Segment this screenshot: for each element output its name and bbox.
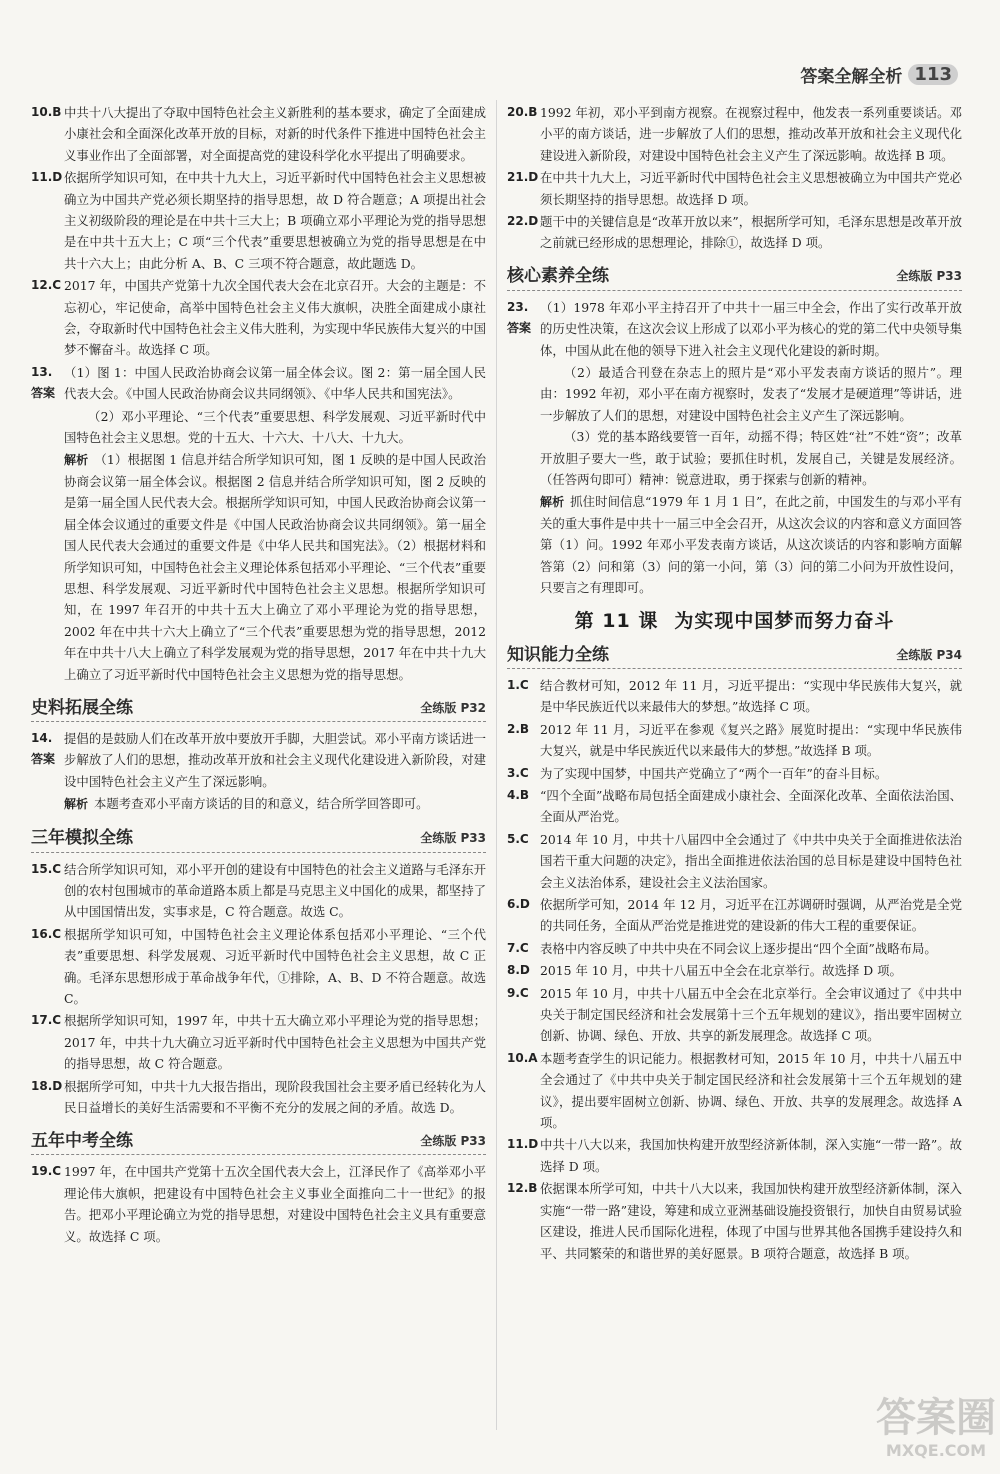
item-text: 根据所学知识可知，1997 年，中共十五大确立邓小平理论为党的指导思想；2017 年，中共十九大确立习近平新时代中国特色社会主义思想为中国共产党的指导思想，故 C 符合题意。 <box>64 1013 486 1072</box>
section-header-wunian <box>31 1124 486 1155</box>
answer-item <box>507 1178 962 1264</box>
item-number: 9.C <box>507 985 529 1000</box>
watermark-text: 答案圈 <box>876 1395 996 1441</box>
item-number: 7.C <box>507 940 529 955</box>
analysis-label: 解析 <box>64 797 89 812</box>
section-name: 知识能力全练 <box>507 644 609 665</box>
item-text: 2012 年 11 月，习近平在参观《复兴之路》展览时提出：“实现中华民族伟大复兴，就是中华民族近代以来最伟大的梦想。”故选择 B 项。 <box>540 721 962 759</box>
lesson-title <box>507 611 962 632</box>
watermark-logo <box>872 1395 1000 1467</box>
q23-analysis-text: 抓住时间信息“1979 年 1 月 1 日”，在此之前，中国发生的与邓小平有关的重大事件是中共十一届三中全会召开，从这次会议的内容和意义方面回答第（1）问。1992 年邓小平发表南方谈话，从这次谈话的内容和影响方面解答第（2）问和第（3）问的第一小问，第（3）问的第二小问为开放性设问，只要言之有理即可。 <box>540 493 962 596</box>
item-text: 结合所学知识可知，邓小平开创的建设有中国特色的社会主义道路与毛泽东开创的农村包围城市的革命道路本质上都是马克思主义中国化的成果，都坚持了从中国国情出发，实事求是，C 符合题意。故选 C。 <box>64 861 486 920</box>
item-number: 16.C <box>31 926 62 941</box>
item-number: 10.B <box>31 105 62 119</box>
item-number: 4.B <box>507 787 530 802</box>
q23-part2: （2）最适合刊登在杂志上的照片是“邓小平发表南方谈话的照片”。理由：1992 年初，邓小平在南方视察时，发表了“发展才是硬道理”等讲话，进一步解放了人们的思想，对建设中国特色社会主义产生了深远影响。 <box>540 365 962 423</box>
section-version: 全练版 P33 <box>896 269 962 284</box>
item-number: 11.D <box>507 1137 539 1152</box>
item-number: 8.D <box>507 963 530 978</box>
analysis-label: 解析 <box>540 494 565 509</box>
q14-analysis <box>31 793 486 815</box>
answer-item <box>507 1048 962 1134</box>
answer-item <box>507 829 962 893</box>
answer-item <box>31 859 486 923</box>
item-text: 依据所学可知，2014 年 12 月，习近平在江苏调研时强调，从严治党是全党的共同任务，全面从严治党是推进党的建设新的伟大工程的重要保证。 <box>540 897 962 934</box>
item-text: 中共十八大以来，我国加快构建开放型经济新体制，深入实施“一带一路”。故选择 D 项。 <box>540 1137 962 1174</box>
item-number: 2.B <box>507 721 530 736</box>
item-number: 3.C <box>507 765 529 780</box>
item-text: 2017 年，中国共产党第十九次全国代表大会在北京召开。大会的主题是：不忘初心，牢记使命，高举中国特色社会主义伟大旗帜，决胜全面建成小康社会，夺取新时代中国特色社会主义伟大胜利，为实现中华民族伟大复兴的中国梦不懈奋斗。故选择 C 项。 <box>64 278 486 358</box>
q13-analysis-text: （1）根据图 1 信息并结合所学知识可知，图 1 反映的是中国人民政治协商会议第一届全体会议。根据图 2 信息并结合所学知识可知，图 2 反映的是第一届全国人民代表大会。根据所学知识可知，中国人民政治协商会议第一届全体会议通过的重要文件是《中国人民政治协商会议共同纲领》。第一届全国人民代表大会通过的重要文件是《中华人民共和国宪法》。（2）根据材料和所学知识可知，中国特色社会主义理论体系包括邓小平理论、“三个代表”重要思想、科学发展观、习近平新时代中国特色社会主义思想。根据所学知识可知，在 1997 年召开的中共十五大上确立了邓小平理论为党的指导思想，2002 年在中共十六大上确立了“三个代表”重要思想为党的指导思想，2012 年在中共十八大上确立了科学发展观为党的指导思想，2017 年在中共十九大上确立了习近平新时代中国特色社会主义思想为党的指导思想。 <box>64 451 486 682</box>
answer-item <box>507 763 962 784</box>
q14-analysis-text: 本题考查邓小平南方谈话的目的和意义，结合所学回答即可。 <box>94 796 429 812</box>
answer-item <box>507 675 962 718</box>
section-header-hexin <box>507 260 962 291</box>
section-version: 全练版 P33 <box>420 831 486 846</box>
item-text: “四个全面”战略布局包括全面建成小康社会、全面深化改革、全面依法治国、全面从严治党。 <box>540 787 962 825</box>
item-number: 13.答案 <box>31 364 56 401</box>
left-column <box>31 102 486 1248</box>
section-version: 全练版 P32 <box>420 700 486 715</box>
item-text: 1997 年，在中国共产党第十五次全国代表大会上，江泽民作了《高举邓小平理论伟大旗帜，把建设有中国特色社会主义事业全面推向二十一世纪》的报告。把邓小平理论确立为党的指导思想，对建设中国特色社会主义具有重要意义。故选择 C 项。 <box>64 1164 486 1244</box>
answer-item <box>507 960 962 981</box>
section-name: 五年中考全练 <box>31 1131 133 1152</box>
item-text: 根据所学可知，中共十九大报告指出，现阶段我国社会主要矛盾已经转化为人民日益增长的美好生活需要和不平衡不充分的发展之间的矛盾。故选 D。 <box>64 1078 486 1116</box>
item-number: 5.C <box>507 831 529 846</box>
answer-item <box>507 297 962 361</box>
answer-item <box>31 924 486 1010</box>
answer-item <box>507 894 962 937</box>
page-number: 113 <box>908 64 958 85</box>
item-text: 本题考查学生的识记能力。根据教材可知，2015 年 10 月，中共十八届五中全会通过了《中共中央关于制定国民经济和社会发展第十三个五年规划的建议》，提出要牢固树立创新、协调、绿色、开放、共享的发展理念。故选择 A 项。 <box>540 1050 962 1131</box>
answer-item <box>507 938 962 959</box>
lesson-name: 为实现中国梦而努力奋斗 <box>674 609 895 632</box>
header-title: 答案全解全析 <box>800 66 903 87</box>
answer-item <box>31 728 486 792</box>
analysis-label: 解析 <box>64 452 89 467</box>
answer-item <box>31 1010 486 1074</box>
item-text: 依据所学知识可知，在中共十九大上，习近平新时代中国特色社会主义思想被确立为中国共产党必须长期坚持的指导思想，故 D 符合题意；A 项提出社会主义初级阶段的理论是在中共十三大上；B 项确立邓小平理论为党的指导思想是在中共十五大上；C 项“三个代表”重要思想被确立为党的指导思想是在中共十六大上；由此分析 A、B、C 三项不符合题意，故此题选 D。 <box>64 170 486 271</box>
item-text: 结合教材可知，2012 年 11 月，习近平提出：“实现中华民族伟大复兴，就是中华民族近代以来最伟大的梦想。”故选择 C 项。 <box>540 677 962 715</box>
item-number: 1.C <box>507 677 529 692</box>
item-text: 2015 年 10 月，中共十八届五中全会在北京举行。全会审议通过了《中共中央关于制定国民经济和社会发展第十三个五年规划的建议》，指出要牢固树立创新、协调、绿色、开放、共享的新发展理念。故选择 C 项。 <box>540 985 962 1044</box>
item-number: 11.D <box>31 170 63 185</box>
lesson-label: 第 11 课 <box>574 609 659 632</box>
section-name: 史料拓展全练 <box>31 697 133 718</box>
answer-item <box>31 1076 486 1119</box>
section-name: 核心素养全练 <box>507 266 609 287</box>
item-number: 23.答案 <box>507 299 532 336</box>
q23-analysis <box>507 491 962 599</box>
column-divider <box>496 100 497 1430</box>
item-text: 为了实现中国梦，中国共产党确立了“两个一百年”的奋斗目标。 <box>540 765 888 781</box>
answer-item <box>507 102 962 166</box>
answer-item <box>507 211 962 254</box>
item-text: 依据课本所学可知，中共十八大以来，我国加快构建开放型经济新体制，深入实施“一带一路”建设，筹建和成立亚洲基础设施投资银行，加快自由贸易试验区建设，推进人民币国际化进程，体现了中国与世界其他各国携手建设持久和平、共同繁荣的和谐世界的美好愿景。B 项符合题意，故选择 B 项。 <box>540 1181 962 1261</box>
item-text: 提倡的是鼓励人们在改革开放中要放开手脚，大胆尝试。邓小平南方谈话进一步解放了人们的思想，推动改革开放和社会主义现代化建设进入新阶段，对建设中国特色社会主义产生了深远影响。 <box>64 730 486 789</box>
item-text: 题干中的关键信息是“改革开放以来”，根据所学可知，毛泽东思想是改革开放之前就已经形成的思想理论，排除①，故选择 D 项。 <box>540 214 962 251</box>
item-number: 18.D <box>31 1078 63 1093</box>
item-text: （1）图 1：中国人民政治协商会议第一届全体会议。图 2：第一届全国人民代表大会。《中国人民政治协商会议共同纲领》、《中华人民共和国宪法》。 <box>64 364 486 402</box>
watermark-url: MXQE.COM <box>885 1441 987 1460</box>
item-number: 17.C <box>31 1013 62 1028</box>
section-version: 全练版 P34 <box>896 647 962 662</box>
answer-item <box>507 1134 962 1177</box>
page-header <box>783 58 958 90</box>
item-text: 表格中内容反映了中共中央在不同会议上逐步提出“四个全面”战略布局。 <box>540 940 937 956</box>
q13-part2: （2）邓小平理论、“三个代表”重要思想、科学发展观、习近平新时代中国特色社会主义思想。党的十五大、十六大、十八大、十九大。 <box>64 408 486 446</box>
section-name: 三年模拟全练 <box>31 828 133 849</box>
q23-part3: （3）党的基本路线要管一百年，动摇不得；特区姓“社”不姓“资”；改革开放胆子要大一些，敢于试验；要抓住时机，发展自己，关键是发展经济。（任答两句即可）精神：锐意进取，勇于探索与创新的精神。 <box>540 429 962 488</box>
item-number: 19.C <box>31 1164 62 1179</box>
answer-item <box>31 1161 486 1247</box>
answer-item <box>507 719 962 762</box>
answer-item <box>31 362 486 405</box>
item-number: 12.C <box>31 278 62 293</box>
answer-item <box>31 275 486 361</box>
section-header-sannian <box>31 822 486 853</box>
item-number: 21.D <box>507 170 539 185</box>
item-number: 10.A <box>507 1050 538 1065</box>
item-text: 2014 年 10 月，中共十八届四中全会通过了《中共中央关于全面推进依法治国若干重大问题的决定》，指出全面推进依法治国的总目标是建设中国特色社会主义法治体系，建设社会主义法治国家。 <box>540 831 962 890</box>
item-number: 14.答案 <box>31 730 56 767</box>
answer-item <box>31 102 486 166</box>
q13-analysis <box>31 449 486 685</box>
item-number: 15.C <box>31 861 62 876</box>
answer-item <box>507 983 962 1047</box>
item-number: 20.B <box>507 105 538 119</box>
answer-item <box>31 167 486 274</box>
item-text: 中共十八大提出了夺取中国特色社会主义新胜利的基本要求，确定了全面建成小康社会和全面深化改革开放的目标，对新的时代条件下推进中国特色社会主义事业作出了全面部署，对全面提高党的建设科学化水平提出了明确要求。 <box>64 105 486 163</box>
item-number: 6.D <box>507 897 530 911</box>
item-number: 22.D <box>507 214 539 229</box>
section-header-zhishi <box>507 638 962 669</box>
right-column <box>507 102 962 1265</box>
answer-item <box>507 785 962 828</box>
item-text: 在中共十九大上，习近平新时代中国特色社会主义思想被确立为中国共产党必须长期坚持的指导思想。故选择 D 项。 <box>540 170 962 207</box>
item-text: 根据所学知识可知，中国特色社会主义理论体系包括邓小平理论、“三个代表”重要思想、科学发展观、习近平新时代中国特色社会主义思想，故 C 正确。毛泽东思想形成于革命战争年代，①排除，A、B、D 不符合题意。故选 C。 <box>64 926 486 1007</box>
item-number: 12.B <box>507 1181 538 1196</box>
answer-item <box>507 167 962 210</box>
section-header-shiliao <box>31 691 486 722</box>
item-text: 1992 年初，邓小平到南方视察。在视察过程中，他发表一系列重要谈话。邓小平的南方谈话，进一步解放了人们的思想，推动改革开放和社会主义现代化建设进入新阶段，对建设中国特色社会主义产生了深远影响。故选择 B 项。 <box>540 105 962 163</box>
section-version: 全练版 P33 <box>420 1134 486 1149</box>
item-text: （1）1978 年邓小平主持召开了中共十一届三中全会，作出了实行改革开放的历史性决策，在这次会议上形成了以邓小平为核心的党的第二代中央领导集体，中国从此在他的领导下进入社会主义现代化建设的新时期。 <box>540 299 962 358</box>
item-text: 2015 年 10 月，中共十八届五中全会在北京举行。故选择 D 项。 <box>540 963 902 979</box>
